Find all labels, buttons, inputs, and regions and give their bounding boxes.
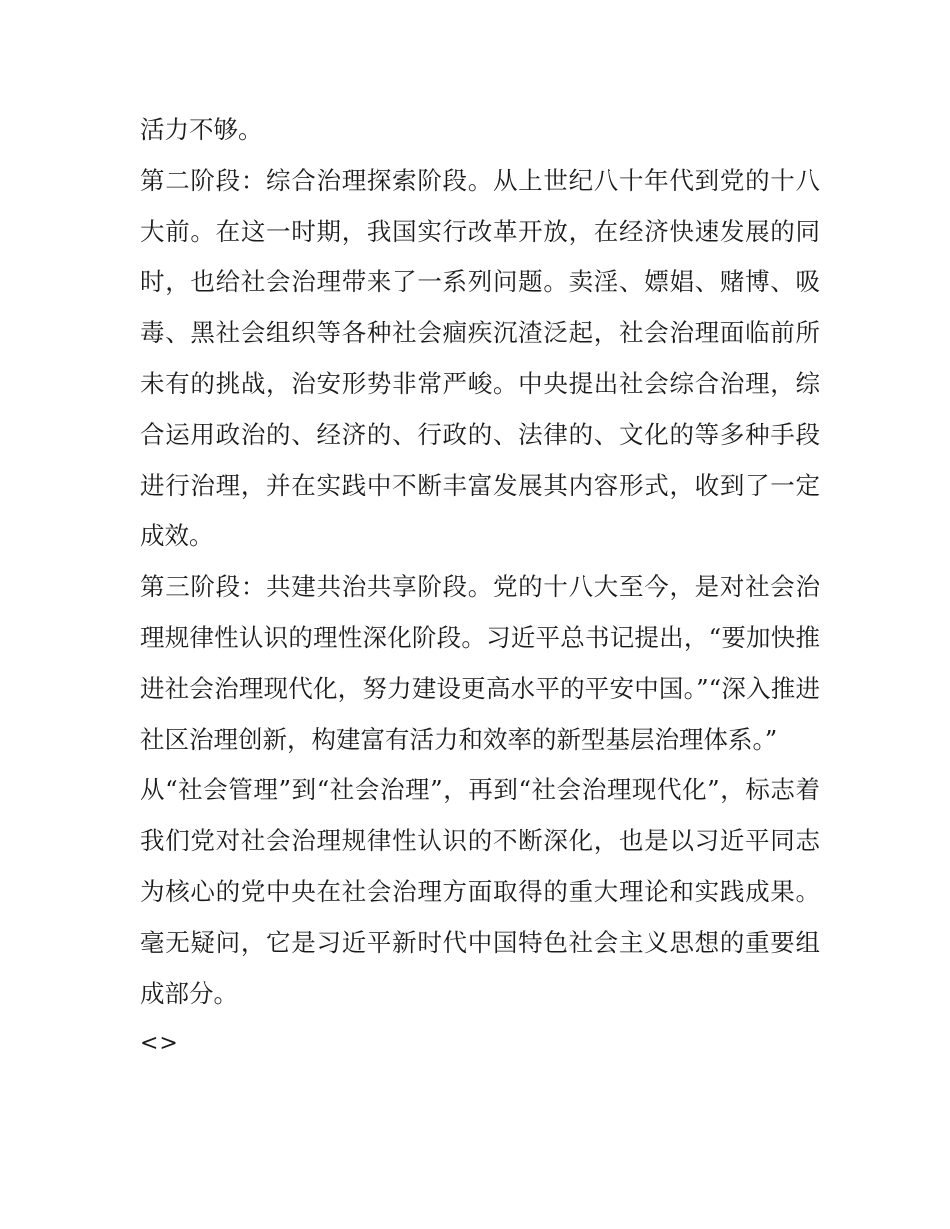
document-body [140, 105, 820, 1070]
paragraph-stage-three: 第三阶段：共建共治共享阶段。党的十八大至今，是对社会治理规律性认识的理性深化阶段。习近平总书记提出，“要加快推进社会治理现代化，努力建设更高水平的平安中国。”“深入推进社区治理创新，构建富有活力和效率的新型基层治理体系。” [140, 572, 820, 754]
paragraph-continuation: 活力不够。 [140, 115, 263, 144]
paragraph-stage-two: 第二阶段：综合治理探索阶段。从上世纪八十年代到党的十八大前。在这一时期，我国实行改革开放，在经济快速发展的同时，也给社会治理带来了一系列问题。卖淫、嫖娼、赌博、吸毒、黑社会组织等各种社会痼疾沉渣泛起，社会治理面临前所未有的挑战，治安形势非常严峻。中央提出社会综合治理，综合运用政治的、经济的、行政的、法律的、文化的等多种手段进行治理，并在实践中不断丰富发展其内容形式，收到了一定成效。 [140, 165, 820, 551]
paragraph-conclusion: 从“社会管理”到“社会治理”，再到“社会治理现代化”，标志着我们党对社会治理规律性认识的不断深化，也是以习近平同志为核心的党中央在社会治理方面取得的重大理论和实践成果。毫无疑问，它是习近平新时代中国特色社会主义思想的重要组成部分。 [140, 775, 820, 1008]
end-mark: <> [140, 1031, 179, 1057]
